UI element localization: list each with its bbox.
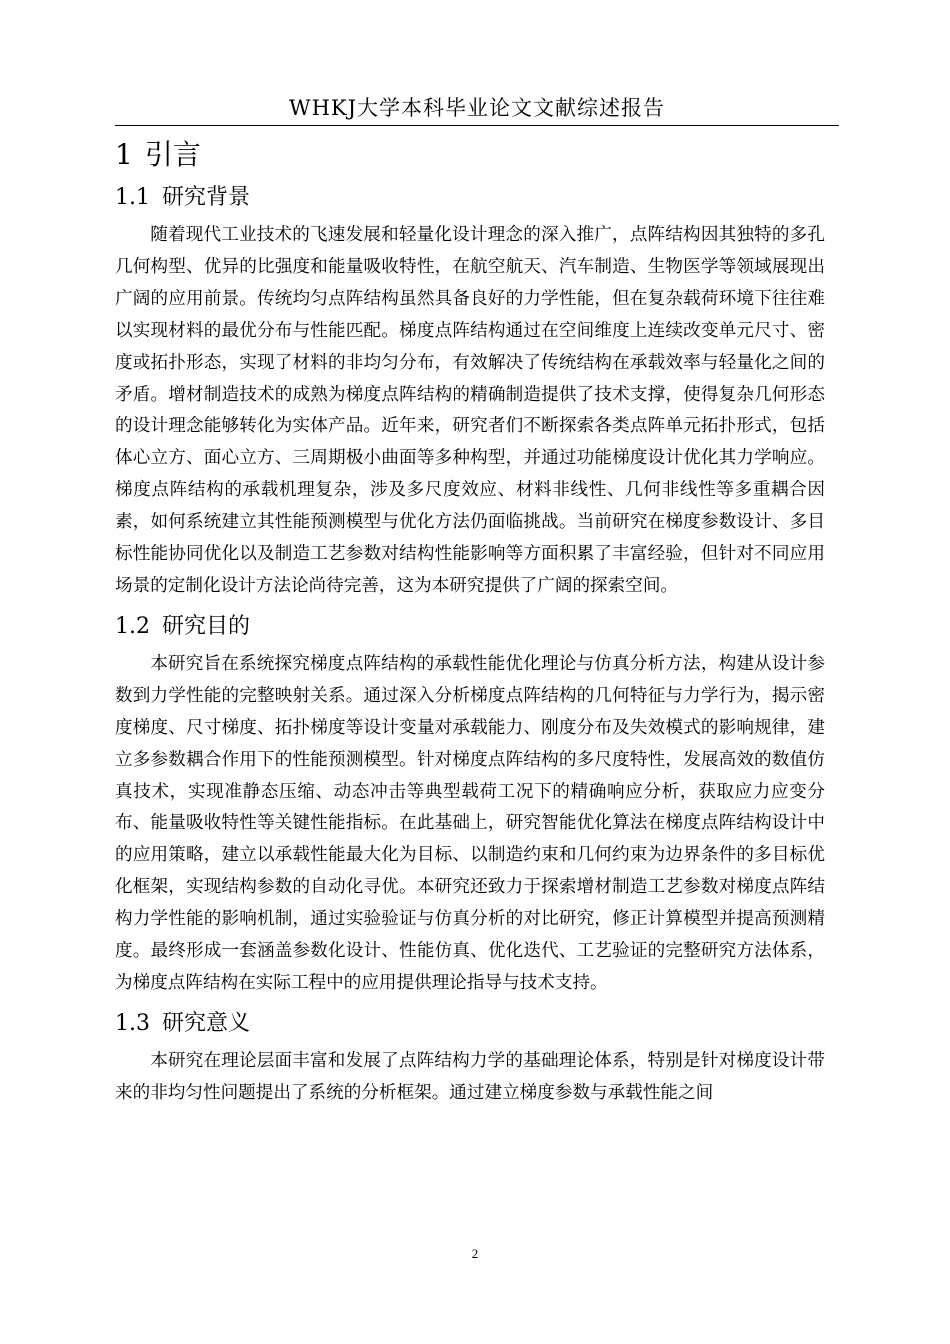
chapter-heading xyxy=(115,132,825,178)
section-paragraph-purpose: 本研究旨在系统探究梯度点阵结构的承载性能优化理论与仿真分析方法，构建从设计参数到力学性能的完整映射关系。通过深入分析梯度点阵结构的几何特征与力学行为，揭示密度梯度、尺寸梯度、拓扑梯度等设计变量对承载能力、刚度分布及失效模式的影响规律，建立多参数耦合作用下的性能预测模型。针对梯度点阵结构的多尺度特性，发展高效的数值仿真技术，实现准静态压缩、动态冲击等典型载荷工况下的精确响应分析，获取应力应变分布、能量吸收特性等关键性能指标。在此基础上，研究智能优化算法在梯度点阵结构设计中的应用策略，建立以承载性能最大化为目标、以制造约束和几何约束为边界条件的多目标优化框架，实现结构参数的自动化寻优。本研究还致力于探索增材制造工艺参数对梯度点阵结构力学性能的影响机制，通过实验验证与仿真分析的对比研究，修正计算模型并提高预测精度。最终形成一套涵盖参数化设计、性能仿真、优化迭代、工艺验证的完整研究方法体系，为梯度点阵结构在实际工程中的应用提供理论指导与技术支持。 xyxy=(115,653,825,993)
section-title: 研究背景 xyxy=(162,185,251,210)
section-heading-1-2 xyxy=(115,607,825,647)
document-body xyxy=(115,132,825,1110)
section-heading-1-1 xyxy=(115,178,825,218)
header-rule xyxy=(115,125,839,126)
section-number: 1.2 xyxy=(115,613,150,639)
section-number: 1.1 xyxy=(115,185,150,210)
chapter-title: 引言 xyxy=(144,138,201,171)
section-paragraph-significance: 本研究在理论层面丰富和发展了点阵结构力学的基础理论体系，特别是针对梯度设计带来的非均匀性问题提出了系统的分析框架。通过建立梯度参数与承载性能之间 xyxy=(115,1050,825,1103)
section-number: 1.3 xyxy=(115,1010,150,1036)
page-header-title: WHKJ大学本科毕业论文文献综述报告 xyxy=(288,96,665,120)
chapter-number: 1 xyxy=(115,138,133,171)
section-paragraph-background: 随着现代工业技术的飞速发展和轻量化设计理念的深入推广，点阵结构因其独特的多孔几何构型、优异的比强度和能量吸收特性，在航空航天、汽车制造、生物医学等领域展现出广阔的应用前景。传统均匀点阵结构虽然具备良好的力学性能，但在复杂载荷环境下往往难以实现材料的最优分布与性能匹配。梯度点阵结构通过在空间维度上连续改变单元尺寸、密度或拓扑形态，实现了材料的非均匀分布，有效解决了传统结构在承载效率与轻量化之间的矛盾。增材制造技术的成熟为梯度点阵结构的精确制造提供了技术支撑，使得复杂几何形态的设计理念能够转化为实体产品。近年来，研究者们不断探索各类点阵单元拓扑形式，包括体心立方、面心立方、三周期极小曲面等多种构型，并通过功能梯度设计优化其力学响应。梯度点阵结构的承载机理复杂，涉及多尺度效应、材料非线性、几何非线性等多重耦合因素，如何系统建立其性能预测模型与优化方法仍面临挑战。当前研究在梯度参数设计、多目标性能协同优化以及制造工艺参数对结构性能影响等方面积累了丰富经验，但针对不同应用场景的定制化设计方法论尚待完善，这为本研究提供了广阔的探索空间。 xyxy=(115,225,825,596)
section-title: 研究目的 xyxy=(162,613,251,639)
page-number: 2 xyxy=(471,1246,479,1261)
section-title: 研究意义 xyxy=(162,1010,251,1036)
section-heading-1-3 xyxy=(115,1004,825,1044)
